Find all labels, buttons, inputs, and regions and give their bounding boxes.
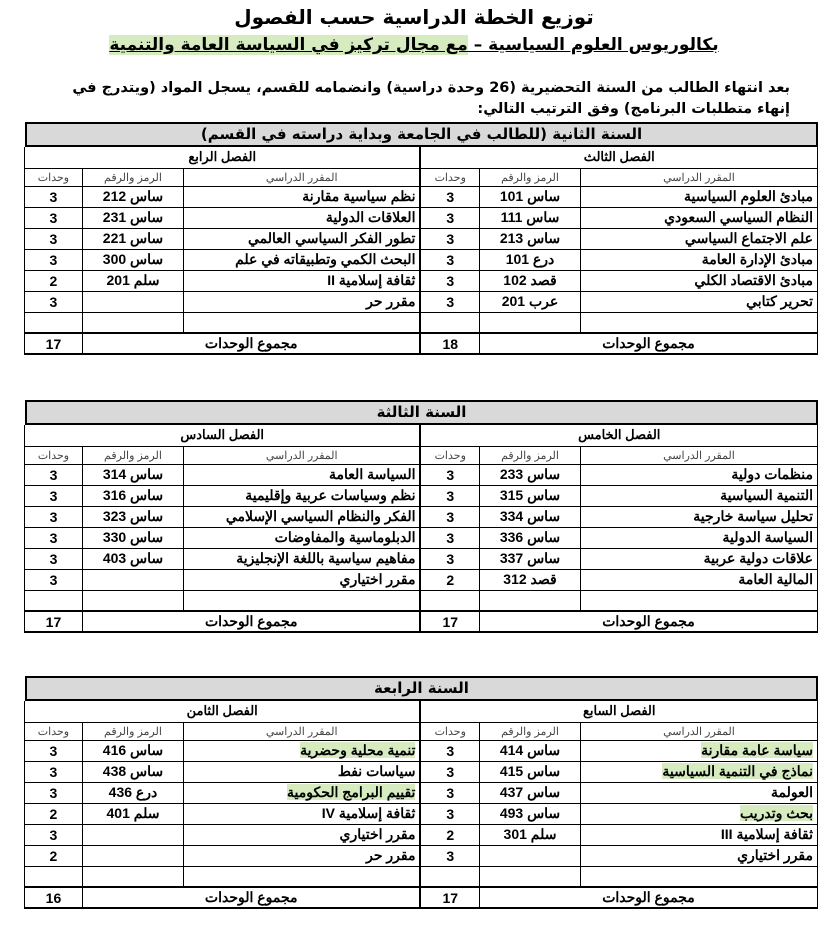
course-units: 3 [420,186,479,207]
course-name: ثقافة إسلامية IV [321,805,416,821]
course-units: 3 [420,270,479,291]
course-cell [581,464,818,485]
course-code: ساس 438 [82,761,183,782]
course-row [24,590,817,611]
semester-name: الفصل الخامس [420,425,817,446]
page-title: توزيع الخطة الدراسية حسب الفصول [234,5,594,29]
course-units: 3 [24,782,82,803]
course-name: سياسة عامة مقارنة [701,742,813,758]
year-title: السنة الرابعة [25,676,818,701]
course-name: علم الاجتماع السياسي [684,230,813,246]
course-code: درع 101 [480,249,581,270]
course-units: 3 [420,761,479,782]
course-units: 3 [24,548,82,569]
course-units: 3 [24,228,82,249]
course-units: 2 [24,270,82,291]
course-code: درع 436 [82,782,183,803]
course-code: سلم 301 [480,824,581,845]
course-units: 3 [420,740,479,761]
course-units: 3 [24,740,82,761]
intro-paragraph: بعد انتهاء الطالب من السنة التحضيرية (26 وحدة دراسية) وانضمامه للقسم، يسجل المواد (ويتدرج في إنهاء متطلبات البرنامج) وفق الترتيب التالي: [72,80,790,117]
total-label: مجموع الوحدات [82,333,420,354]
course-code: سلم 401 [82,803,183,824]
column-header: الرمز والرقم [480,722,581,740]
course-units [420,590,479,611]
course-units: 3 [420,803,479,824]
course-units: 3 [24,207,82,228]
course-cell [581,824,818,845]
course-cell [581,207,818,228]
course-name: الفكر والنظام السياسي الإسلامي [225,508,416,524]
course-code: ساس 323 [82,506,183,527]
course-units: 3 [24,527,82,548]
course-name: البحث الكمي وتطبيقاته في علم [235,251,416,267]
course-cell [183,464,420,485]
course-name: العلاقات الدولية [325,209,416,225]
column-header: الرمز والرقم [480,446,581,464]
course-code [82,590,183,611]
course-units: 3 [24,291,82,312]
course-code: ساس 314 [82,464,183,485]
course-name: تحليل سياسة خارجية [693,508,813,524]
course-row [24,866,817,887]
course-name: العولمة [770,784,813,800]
course-code [480,590,581,611]
course-cell [183,590,420,611]
course-code: ساس 213 [480,228,581,249]
course-cell [183,312,420,333]
course-cell [581,782,818,803]
course-units [420,312,479,333]
course-units: 2 [420,824,479,845]
course-units: 3 [24,824,82,845]
column-header: وحدات [420,168,479,186]
course-cell [581,228,818,249]
course-row [24,228,817,249]
column-header: وحدات [24,168,82,186]
course-name: تطور الفكر السياسي العالمي [247,230,416,246]
course-code [480,312,581,333]
course-cell [183,824,420,845]
column-header: المقرر الدراسي [581,446,818,464]
course-row [24,270,817,291]
total-row [24,887,817,908]
course-row [24,464,817,485]
course-cell [183,186,420,207]
total-value: 16 [24,887,82,908]
total-value: 17 [24,611,82,632]
semester-table [24,147,818,355]
course-code [82,866,183,887]
semester-name: الفصل الثالث [420,147,817,168]
course-name: نظم وسياسات عربية وإقليمية [245,487,416,503]
course-code: ساس 300 [82,249,183,270]
course-name: علاقات دولية عربية [703,550,813,566]
course-cell [183,866,420,887]
course-name: الدبلوماسية والمفاوضات [274,529,416,545]
semester-table [24,701,818,909]
course-cell [581,485,818,506]
column-header: المقرر الدراسي [183,722,420,740]
course-row [24,291,817,312]
semester-name: الفصل السابع [420,701,817,722]
course-row [24,527,817,548]
course-code: قصد 312 [480,569,581,590]
course-code: ساس 231 [82,207,183,228]
course-units: 2 [420,569,479,590]
course-cell [183,548,420,569]
total-row [24,611,817,632]
course-units: 2 [24,845,82,866]
course-code: ساس 403 [82,548,183,569]
course-units: 3 [24,249,82,270]
course-cell [581,506,818,527]
course-units: 3 [420,291,479,312]
course-row [24,548,817,569]
semester-table [24,425,818,633]
column-header: وحدات [420,722,479,740]
course-name: نماذج في التنمية السياسية [662,763,813,779]
course-name: بحث وتدريب [740,805,813,821]
course-name: التنمية السياسية [720,487,813,503]
course-name: مفاهيم سياسية باللغة الإنجليزية [236,550,416,566]
course-cell [183,761,420,782]
total-row [24,333,817,354]
total-label: مجموع الوحدات [82,887,420,908]
course-cell [183,782,420,803]
column-header: المقرر الدراسي [183,446,420,464]
course-cell [183,228,420,249]
course-code: ساس 212 [82,186,183,207]
page-subtitle [0,35,828,55]
course-code: ساس 336 [480,527,581,548]
course-name: المالية العامة [738,571,813,587]
course-code: ساس 111 [480,207,581,228]
course-units: 3 [24,761,82,782]
course-units: 3 [420,485,479,506]
course-name: مبادئ العلوم السياسية [683,188,813,204]
course-code: ساس 233 [480,464,581,485]
total-value: 17 [420,887,479,908]
course-code: ساس 330 [82,527,183,548]
course-code: ساس 316 [82,485,183,506]
course-row [24,761,817,782]
course-code [82,824,183,845]
course-units: 3 [24,569,82,590]
course-units [24,866,82,887]
course-cell [183,249,420,270]
column-header: الرمز والرقم [82,446,183,464]
course-name: منظمات دولية [731,466,813,482]
total-label: مجموع الوحدات [480,611,818,632]
course-cell [183,569,420,590]
course-cell [183,506,420,527]
course-units: 3 [420,249,479,270]
course-row [24,249,817,270]
course-name: مبادئ الاقتصاد الكلي [694,272,813,288]
course-cell [183,740,420,761]
course-cell [183,485,420,506]
column-header: المقرر الدراسي [183,168,420,186]
course-cell [183,803,420,824]
course-code [480,866,581,887]
course-code [82,312,183,333]
course-cell [183,527,420,548]
course-code: ساس 415 [480,761,581,782]
course-code [480,845,581,866]
course-code: ساس 437 [480,782,581,803]
year-title: السنة الثالثة [25,400,818,425]
year-block [25,400,818,633]
course-name: مقرر اختياري [737,847,813,863]
course-row [24,740,817,761]
course-units: 3 [420,845,479,866]
course-name: تحرير كتابي [746,293,813,309]
column-header: الرمز والرقم [82,722,183,740]
course-cell [581,569,818,590]
total-label: مجموع الوحدات [82,611,420,632]
column-header: الرمز والرقم [480,168,581,186]
total-label: مجموع الوحدات [480,887,818,908]
course-cell [581,590,818,611]
column-header: المقرر الدراسي [581,168,818,186]
course-row [24,207,817,228]
course-name: ثقافة إسلامية II [327,272,416,288]
course-units: 3 [24,506,82,527]
column-header: وحدات [24,722,82,740]
course-code: ساس 416 [82,740,183,761]
course-row [24,506,817,527]
course-cell [581,186,818,207]
course-code: ساس 101 [480,186,581,207]
course-cell [581,527,818,548]
column-header: وحدات [24,446,82,464]
course-code: ساس 493 [480,803,581,824]
semester-name: الفصل الرابع [24,147,420,168]
course-units [420,866,479,887]
course-units [24,312,82,333]
course-name: سياسات نفط [337,763,416,779]
course-cell [183,291,420,312]
total-value: 17 [420,611,479,632]
course-name: مقرر اختياري [339,571,416,587]
course-units: 3 [420,464,479,485]
course-name: نظم سياسية مقارنة [302,188,416,204]
course-cell [581,249,818,270]
course-code [82,845,183,866]
course-row [24,569,817,590]
course-cell [183,207,420,228]
course-code: قصد 102 [480,270,581,291]
course-cell [581,803,818,824]
column-header: المقرر الدراسي [581,722,818,740]
subtitle-degree: بكالوريوس العلوم السياسية – [467,35,719,55]
course-units: 3 [420,207,479,228]
course-name: مقرر حر [366,293,416,309]
course-cell [581,845,818,866]
course-name: مبادئ الإدارة العامة [701,251,813,267]
course-units [24,590,82,611]
course-code: ساس 221 [82,228,183,249]
column-header: الرمز والرقم [82,168,183,186]
course-cell [581,548,818,569]
year-block [25,122,818,355]
course-row [24,824,817,845]
course-row [24,782,817,803]
course-code [82,291,183,312]
subtitle-concentration: مع مجال تركيز في السياسة العامة والتنمية [109,35,468,55]
course-units: 3 [420,228,479,249]
course-name: تقييم البرامج الحكومية [287,784,416,800]
course-cell [581,312,818,333]
course-name: مقرر حر [366,847,416,863]
year-title: السنة الثانية (للطالب في الجامعة وبداية دراسته في القسم) [25,122,818,147]
total-label: مجموع الوحدات [480,333,818,354]
course-cell [581,740,818,761]
semester-name: الفصل السادس [24,425,420,446]
course-units: 3 [24,186,82,207]
course-units: 3 [420,548,479,569]
course-code: ساس 334 [480,506,581,527]
course-units: 3 [420,506,479,527]
semester-name: الفصل الثامن [24,701,420,722]
course-name: النظام السياسي السعودي [664,209,813,225]
course-row [24,312,817,333]
column-header: وحدات [420,446,479,464]
course-code: ساس 315 [480,485,581,506]
course-code: عرب 201 [480,291,581,312]
total-value: 17 [24,333,82,354]
course-cell [183,845,420,866]
year-block [25,676,818,909]
course-row [24,803,817,824]
course-units: 2 [24,803,82,824]
course-cell [581,291,818,312]
course-code [82,569,183,590]
course-cell [581,761,818,782]
total-value: 18 [420,333,479,354]
course-units: 3 [24,485,82,506]
course-row [24,845,817,866]
course-cell [581,270,818,291]
course-units: 3 [420,782,479,803]
course-name: السياسة العامة [329,466,416,482]
course-name: السياسة الدولية [722,529,813,545]
course-name: ثقافة إسلامية III [720,826,813,842]
course-row [24,186,817,207]
course-name: مقرر اختياري [339,826,416,842]
course-code: ساس 337 [480,548,581,569]
course-row [24,485,817,506]
course-code: ساس 414 [480,740,581,761]
course-cell [581,866,818,887]
course-code: سلم 201 [82,270,183,291]
course-units: 3 [24,464,82,485]
course-name: تنمية محلية وحضرية [300,742,416,758]
course-units: 3 [420,527,479,548]
course-cell [183,270,420,291]
